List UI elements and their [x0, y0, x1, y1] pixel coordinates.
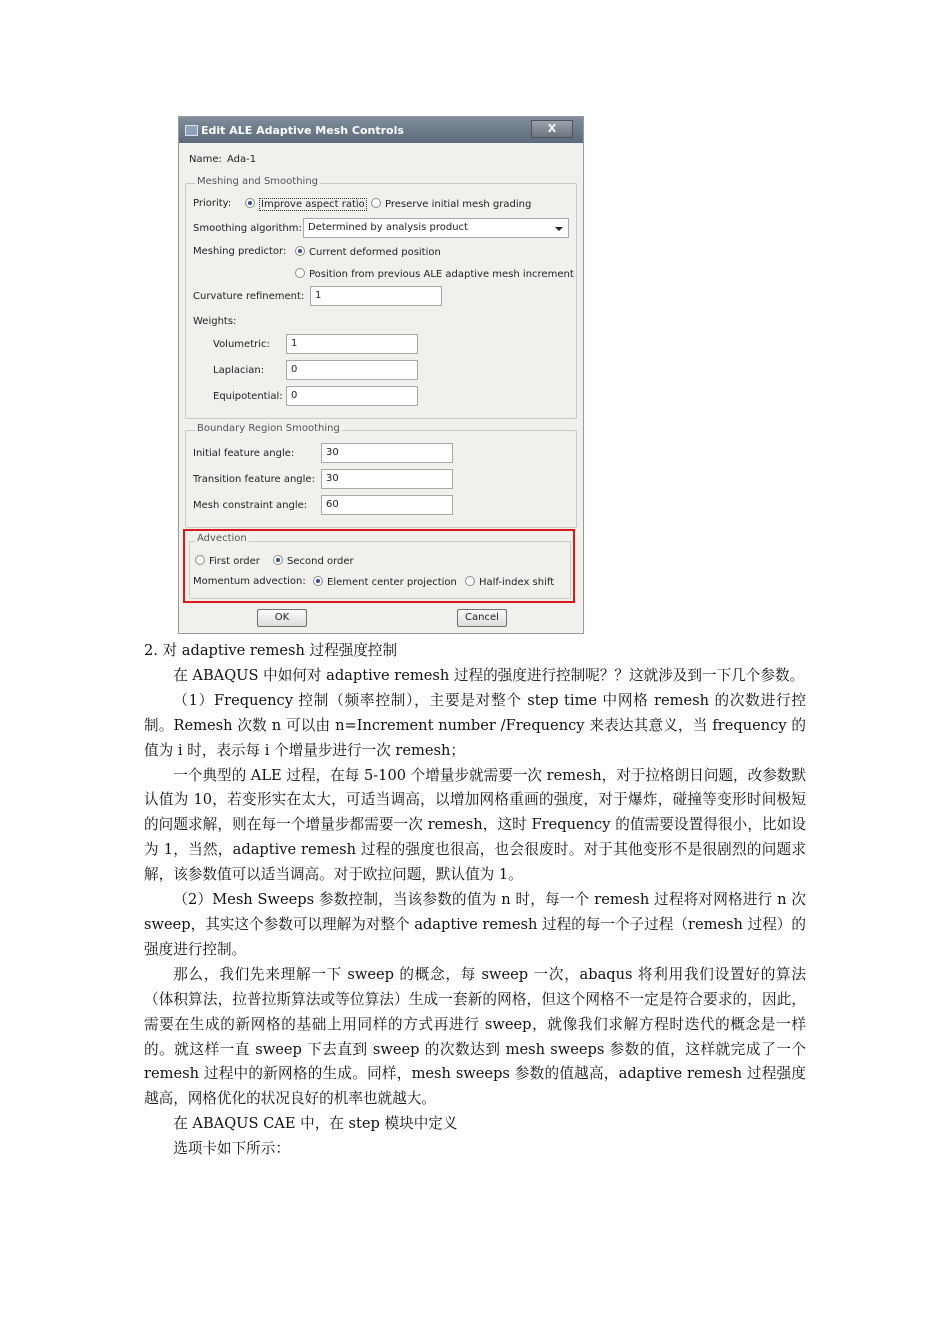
smoothing-select[interactable]: Determined by analysis product — [303, 218, 569, 238]
chevron-down-icon — [555, 227, 563, 231]
section-heading: 2. 对 adaptive remesh 过程强度控制 — [144, 642, 398, 659]
radio-icon — [371, 198, 381, 208]
equipotential-input[interactable]: 0 — [286, 386, 418, 406]
close-button[interactable]: X — [531, 120, 573, 138]
initial-angle-label: Initial feature angle: — [193, 448, 295, 459]
boundary-smoothing-label: Boundary Region Smoothing — [197, 423, 340, 434]
constraint-angle-label: Mesh constraint angle: — [193, 500, 308, 511]
cancel-button[interactable]: Cancel — [457, 609, 507, 627]
radio-icon — [465, 576, 475, 586]
volumetric-label: Volumetric: — [213, 339, 270, 350]
radio-icon — [295, 268, 305, 278]
paragraph-intro: 在 ABAQUS 中如何对 adaptive remesh 过程的强度进行控制呢？？这就涉及到一下几个参数。 — [173, 666, 805, 684]
predictor-label: Meshing predictor: — [193, 246, 287, 257]
curvature-input[interactable]: 1 — [310, 286, 442, 306]
laplacian-label: Laplacian: — [213, 365, 265, 376]
advection-label: Advection — [197, 533, 247, 544]
priority-aspect-radio[interactable]: Improve aspect ratio — [245, 198, 367, 210]
momentum-element-radio[interactable]: Element center projection — [313, 576, 457, 588]
article-body — [144, 639, 806, 1162]
curvature-label: Curvature refinement: — [193, 291, 305, 302]
radio-icon — [195, 555, 205, 565]
paragraph-mesh-sweeps: （2）Mesh Sweeps 参数控制，当该参数的值为 n 时，每一个 remesh 过程将对网格进行 n 次 sweep，其实这个参数可以理解为对整个 adaptive remesh 过程的每一个子过程（remesh 过程）的强度进行控制。 — [144, 891, 806, 958]
paragraph-frequency: （1）Frequency 控制（频率控制），主要是对整个 step time 中网格 remesh 的次数进行控制。Remesh 次数 n 可以由 n=Increment number /Frequency 来表达其意义，当 frequency 的值为 i 时，表示每 i 个增量步进行一次 remesh； — [144, 691, 806, 759]
constraint-angle-input[interactable]: 60 — [321, 495, 453, 515]
ok-button[interactable]: OK — [257, 609, 307, 627]
first-order-radio[interactable]: First order — [195, 555, 260, 567]
transition-angle-input[interactable]: 30 — [321, 469, 453, 489]
momentum-halfindex-radio[interactable]: Half-index shift — [465, 576, 554, 588]
name-label: Name: — [189, 154, 222, 165]
radio-selected-icon — [313, 576, 323, 586]
predictor-previous-radio[interactable]: Position from previous ALE adaptive mesh increment — [295, 268, 574, 280]
priority-grading-radio[interactable]: Preserve initial mesh grading — [371, 198, 531, 210]
transition-angle-label: Transition feature angle: — [193, 474, 315, 485]
momentum-label: Momentum advection: — [193, 576, 306, 587]
priority-label: Priority: — [193, 198, 232, 209]
predictor-current-radio[interactable]: Current deformed position — [295, 246, 441, 258]
ale-mesh-controls-dialog — [178, 116, 584, 634]
smoothing-label: Smoothing algorithm: — [193, 223, 302, 234]
meshing-smoothing-label: Meshing and Smoothing — [197, 176, 319, 187]
dialog-title: Edit ALE Adaptive Mesh Controls — [201, 124, 404, 137]
initial-angle-input[interactable]: 30 — [321, 443, 453, 463]
radio-selected-icon — [273, 555, 283, 565]
radio-selected-icon — [245, 198, 255, 208]
name-value: Ada-1 — [227, 154, 257, 165]
paragraph-sweep-concept: 那么，我们先来理解一下 sweep 的概念，每 sweep 一次，abaqus 将利用我们设置好的算法（体积算法，拉普拉斯算法或等位算法）生成一套新的网格，但这个网格不一定是符合要求的，因此，需要在生成的新网格的基础上用同样的方式再进行 sweep，就像我们求解方程时迭代的概念是一样的。就这样一直 sweep 下去直到 sweep 的次数达到 mesh sweeps 参数的值，这样就完成了一个 remesh 过程中的新网格的生成。同样，mesh sweeps 参数的值越高，adaptive remesh 过程强度越高，网格优化的状况良好的机率也就越大。 — [144, 965, 806, 1108]
window-icon — [185, 125, 198, 136]
advection-group — [189, 541, 571, 599]
laplacian-input[interactable]: 0 — [286, 360, 418, 380]
weights-label: Weights: — [193, 316, 237, 327]
second-order-radio[interactable]: Second order — [273, 555, 354, 567]
equipotential-label: Equipotential: — [213, 391, 283, 402]
radio-selected-icon — [295, 246, 305, 256]
dialog-titlebar — [179, 117, 583, 143]
paragraph-cae-step: 在 ABAQUS CAE 中，在 step 模块中定义 — [173, 1115, 458, 1133]
paragraph-ale-process: 一个典型的 ALE 过程，在每 5-100 个增量步就需要一次 remesh，对于拉格朗日问题，改参数默认值为 10，若变形实在太大，可适当调高，以增加网格重画的强度，对于爆炸，碰撞等变形时间极短的问题求解，则在每一个增量步都需要一次 remesh，这时 Frequency 的值需要设置得很小，比如设为 1，当然，adaptive remesh 过程的强度也很高，也会很废时。对于其他变形不是很剧烈的问题求解，该参数值可以适当调高。对于欧拉问题，默认值为 1。 — [144, 766, 806, 884]
paragraph-tab-caption: 选项卡如下所示： — [173, 1140, 290, 1158]
volumetric-input[interactable]: 1 — [286, 334, 418, 354]
